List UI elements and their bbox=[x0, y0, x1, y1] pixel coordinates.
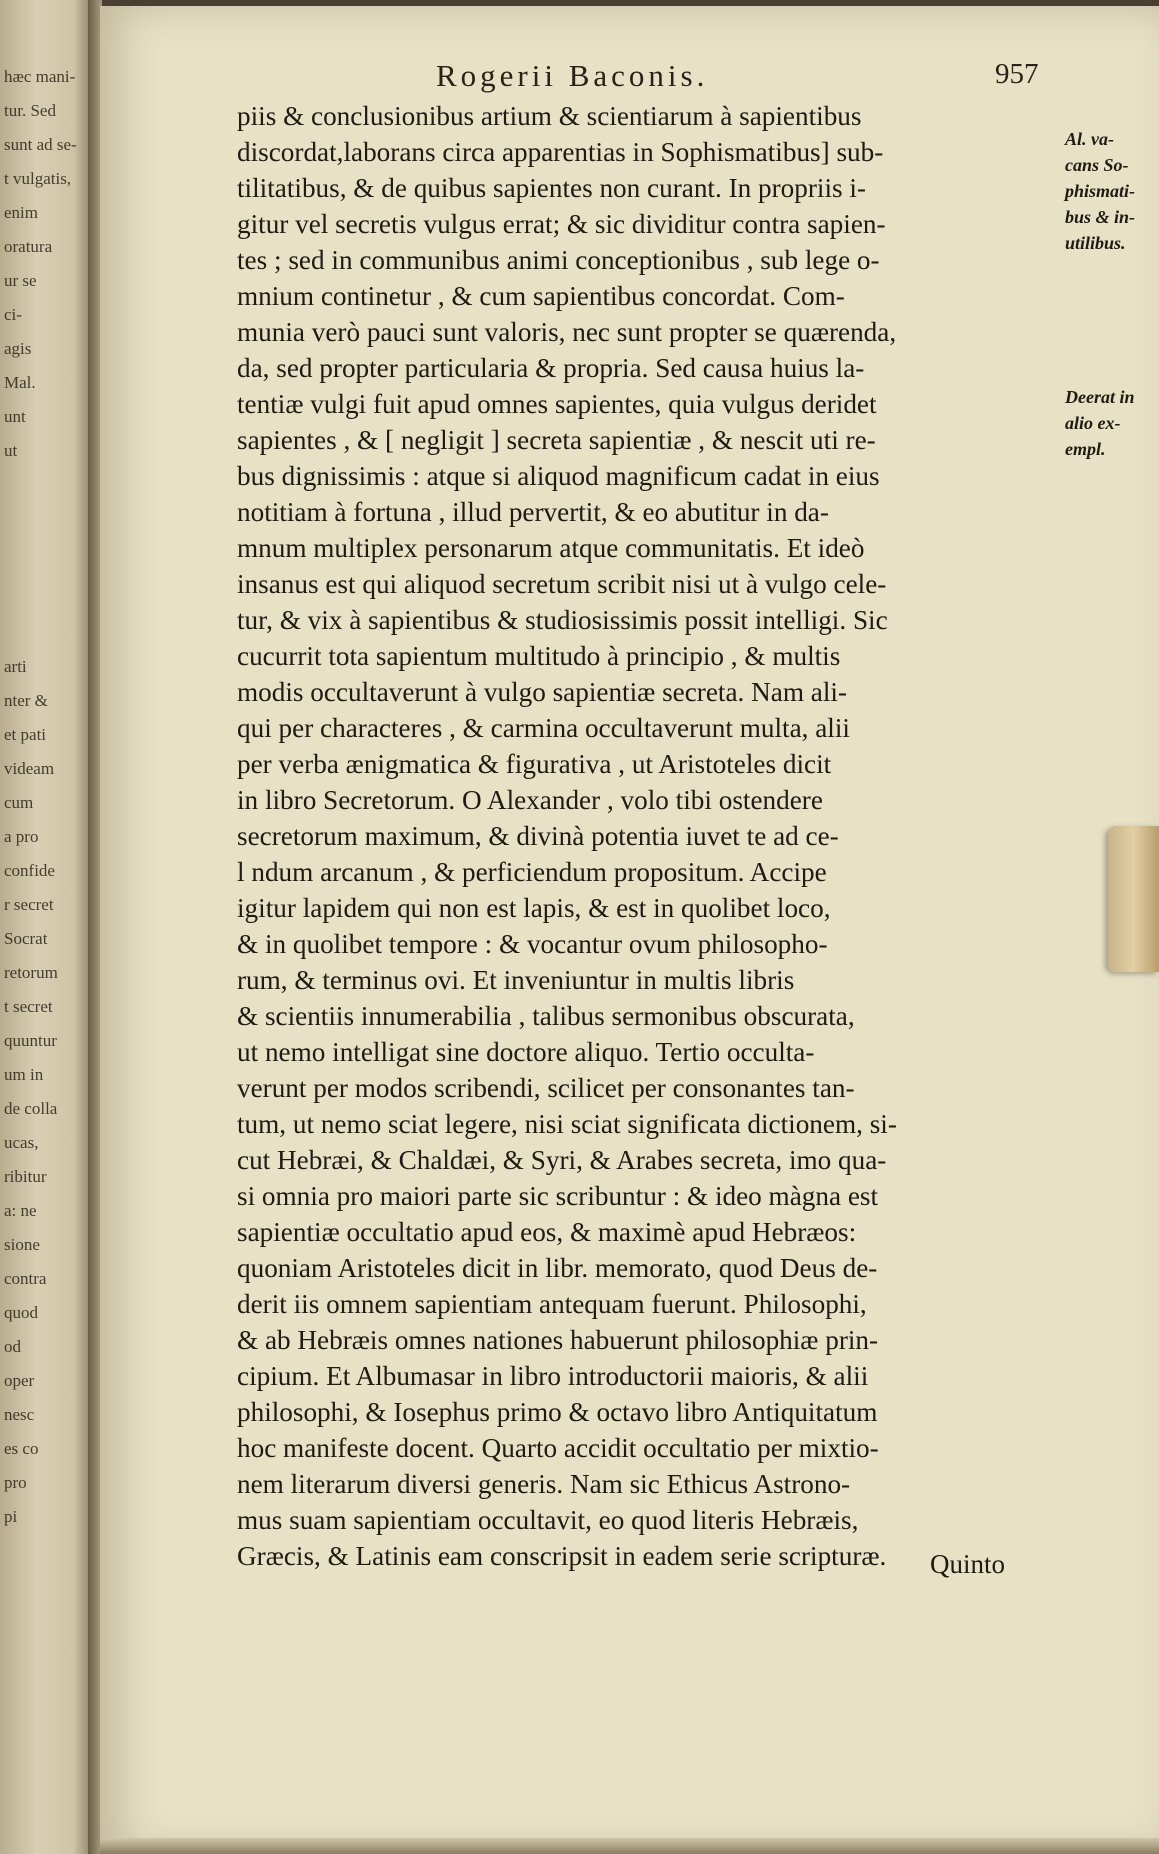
text-line: qui per characteres , & carmina occultaverunt multa, alii bbox=[237, 713, 850, 743]
facing-page-text-fragment: ut bbox=[4, 441, 18, 460]
facing-page-text-fragment: nter & bbox=[4, 691, 48, 710]
margin-note-line: phismati- bbox=[1065, 181, 1136, 201]
page-number: 957 bbox=[995, 58, 1039, 90]
text-line: & ab Hebræis omnes nationes habuerunt philosophiæ prin- bbox=[237, 1325, 879, 1355]
facing-page-text-fragment: Socrat bbox=[4, 929, 48, 948]
text-line: per verba ænigmatica & figurativa , ut Aristoteles dicit bbox=[237, 749, 832, 779]
text-line: discordat,laborans circa apparentias in Sophismatibus] sub- bbox=[237, 137, 884, 167]
text-line: da, sed propter particularia & propria. Sed causa huius la- bbox=[237, 353, 865, 383]
text-line: tilitatibus, & de quibus sapientes non curant. In propriis i- bbox=[237, 173, 866, 203]
facing-page-text-fragment: ur se bbox=[4, 271, 37, 290]
facing-page-text-fragment: pi bbox=[4, 1507, 18, 1526]
text-line: rum, & terminus ovi. Et inveniuntur in multis libris bbox=[237, 965, 795, 995]
body-text bbox=[237, 98, 1047, 1574]
text-line: nem literarum diversi generis. Nam sic Ethicus Astrono- bbox=[237, 1469, 851, 1499]
text-line: tur, & vix à sapientibus & studiosissimis possit intelligi. Sic bbox=[237, 605, 888, 635]
facing-page-text-fragment: sunt ad se- bbox=[4, 135, 77, 154]
facing-page-text-fragment: cum bbox=[4, 793, 34, 812]
margin-note-line: cans So- bbox=[1065, 155, 1129, 175]
margin-note-variant-reading bbox=[1065, 126, 1155, 256]
text-line: insanus est qui aliquod secretum scribit nisi ut à vulgo cele- bbox=[237, 569, 887, 599]
text-line: notitiam à fortuna , illud pervertit, & eo abutitur in da- bbox=[237, 497, 829, 527]
facing-page-text-fragment: r secret bbox=[4, 895, 54, 914]
text-line: mnium continetur , & cum sapientibus concordat. Com- bbox=[237, 281, 845, 311]
facing-page-text-fragment: agis bbox=[4, 339, 32, 358]
text-line: bus dignissimis : atque si aliquod magnificum cadat in eius bbox=[237, 461, 880, 491]
text-line: & in quolibet tempore : & vocantur ovum philosopho- bbox=[237, 929, 828, 959]
facing-page-text-fragment: confide bbox=[4, 861, 55, 880]
facing-page-text-fragment: ribitur bbox=[4, 1167, 47, 1186]
facing-page-text-fragment: a pro bbox=[4, 827, 39, 846]
text-line: verunt per modos scribendi, scilicet per consonantes tan- bbox=[237, 1073, 855, 1103]
text-line: in libro Secretorum. O Alexander , volo tibi ostendere bbox=[237, 785, 823, 815]
text-line: modis occultaverunt à vulgo sapientiæ secreta. Nam ali- bbox=[237, 677, 848, 707]
facing-page-text-fragment: quuntur bbox=[4, 1031, 57, 1050]
margin-note-line: Deerat in bbox=[1065, 387, 1135, 407]
facing-page-text-fragment: ucas, bbox=[4, 1133, 39, 1152]
facing-page-text-fragment: ci- bbox=[4, 305, 22, 324]
facing-page-text-fragment: tur. Sed bbox=[4, 101, 56, 120]
facing-page-edge bbox=[0, 0, 92, 1854]
wooden-page-holder bbox=[1108, 826, 1159, 972]
facing-page-text-fragment: oratura bbox=[4, 237, 53, 256]
margin-note-line: bus & in- bbox=[1065, 207, 1136, 227]
catchword: Quinto bbox=[930, 1549, 1006, 1579]
text-line: philosophi, & Iosephus primo & octavo libro Antiquitatum bbox=[237, 1397, 878, 1427]
facing-page-text-fragment: enim bbox=[4, 203, 38, 222]
facing-page-text-fragment: de colla bbox=[4, 1099, 58, 1118]
margin-note-line: empl. bbox=[1065, 439, 1106, 459]
text-line: piis & conclusionibus artium & scientiarum à sapientibus bbox=[237, 101, 862, 131]
text-line: l ndum arcanum , & perficiendum propositum. Accipe bbox=[237, 857, 827, 887]
facing-page-text-fragment: sione bbox=[4, 1235, 40, 1254]
facing-page-text-fragment: retorum bbox=[4, 963, 58, 982]
margin-note-missing-in-copy bbox=[1065, 384, 1155, 462]
text-line: sapientes , & [ negligit ] secreta sapientiæ , & nescit uti re- bbox=[237, 425, 876, 455]
text-line: mus suam sapientiam occultavit, eo quod literis Hebræis, bbox=[237, 1505, 859, 1535]
text-line: igitur lapidem qui non est lapis, & est in quolibet loco, bbox=[237, 893, 831, 923]
text-line: gitur vel secretis vulgus errat; & sic dividitur contra sapien- bbox=[237, 209, 886, 239]
facing-page-text-fragment: Mal. bbox=[4, 373, 36, 392]
facing-page-text-fragment: hæc mani- bbox=[4, 67, 76, 86]
text-line: munia verò pauci sunt valoris, nec sunt propter se quærenda, bbox=[237, 317, 897, 347]
facing-page-text-fragment: quod bbox=[4, 1303, 38, 1322]
margin-note-line: utilibus. bbox=[1065, 233, 1126, 253]
facing-page-text-fragment: unt bbox=[4, 407, 26, 426]
text-line: si omnia pro maiori parte sic scribuntur : & ideo màgna est bbox=[237, 1181, 879, 1211]
text-line: mnum multiplex personarum atque communitatis. Et ideò bbox=[237, 533, 865, 563]
text-line: tum, ut nemo sciat legere, nisi sciat significata dictionem, si- bbox=[237, 1109, 897, 1139]
running-head-text: Rogerii Baconis. bbox=[436, 58, 709, 93]
page-bottom-edge bbox=[100, 1838, 1159, 1854]
facing-page-text-fragment: t vulgatis, bbox=[4, 169, 72, 188]
text-line: & scientiis innumerabilia , talibus sermonibus obscurata, bbox=[237, 1001, 855, 1031]
text-line: cipium. Et Albumasar in libro introductorii maioris, & alii bbox=[237, 1361, 869, 1391]
margin-note-line: alio ex- bbox=[1065, 413, 1121, 433]
book-page bbox=[100, 6, 1159, 1854]
text-line: cut Hebræi, & Chaldæi, & Syri, & Arabes secreta, imo qua- bbox=[237, 1145, 887, 1175]
facing-page-text-fragment: t secret bbox=[4, 997, 53, 1016]
facing-page-text-fragment: es co bbox=[4, 1439, 39, 1458]
facing-page-text-fragment: arti bbox=[4, 657, 27, 676]
text-line: quoniam Aristoteles dicit in libr. memorato, quod Deus de- bbox=[237, 1253, 878, 1283]
facing-page-text-fragment: videam bbox=[4, 759, 55, 778]
text-line: derit iis omnem sapientiam antequam fuerunt. Philosophi, bbox=[237, 1289, 867, 1319]
margin-note-line: Al. va- bbox=[1065, 129, 1114, 149]
facing-page-text-fragment: od bbox=[4, 1337, 21, 1356]
facing-page-text-fragment: et pati bbox=[4, 725, 47, 744]
facing-page-text-fragment: oper bbox=[4, 1371, 35, 1390]
text-line: sapientiæ occultatio apud eos, & maximè apud Hebræos: bbox=[237, 1217, 857, 1247]
text-line: tes ; sed in communibus animi conceptionibus , sub lege o- bbox=[237, 245, 880, 275]
facing-page-text-fragment: nesc bbox=[4, 1405, 35, 1424]
text-line: secretorum maximum, & divinà potentia iuvet te ad ce- bbox=[237, 821, 839, 851]
running-head bbox=[436, 58, 708, 94]
facing-page-text-fragment: um in bbox=[4, 1065, 44, 1084]
text-line: tentiæ vulgi fuit apud omnes sapientes, quia vulgus deridet bbox=[237, 389, 877, 419]
text-line: ut nemo intelligat sine doctore aliquo. Tertio occulta- bbox=[237, 1037, 815, 1067]
facing-page-text-fragment: pro bbox=[4, 1473, 27, 1492]
facing-page-text-fragment: contra bbox=[4, 1269, 47, 1288]
text-line: Græcis, & Latinis eam conscripsit in eadem serie scripturæ. bbox=[237, 1541, 887, 1571]
text-line: hoc manifeste docent. Quarto accidit occultatio per mixtio- bbox=[237, 1433, 879, 1463]
text-line: cucurrit tota sapientum multitudo à principio , & multis bbox=[237, 641, 841, 671]
facing-page-text-fragment: a: ne bbox=[4, 1201, 37, 1220]
